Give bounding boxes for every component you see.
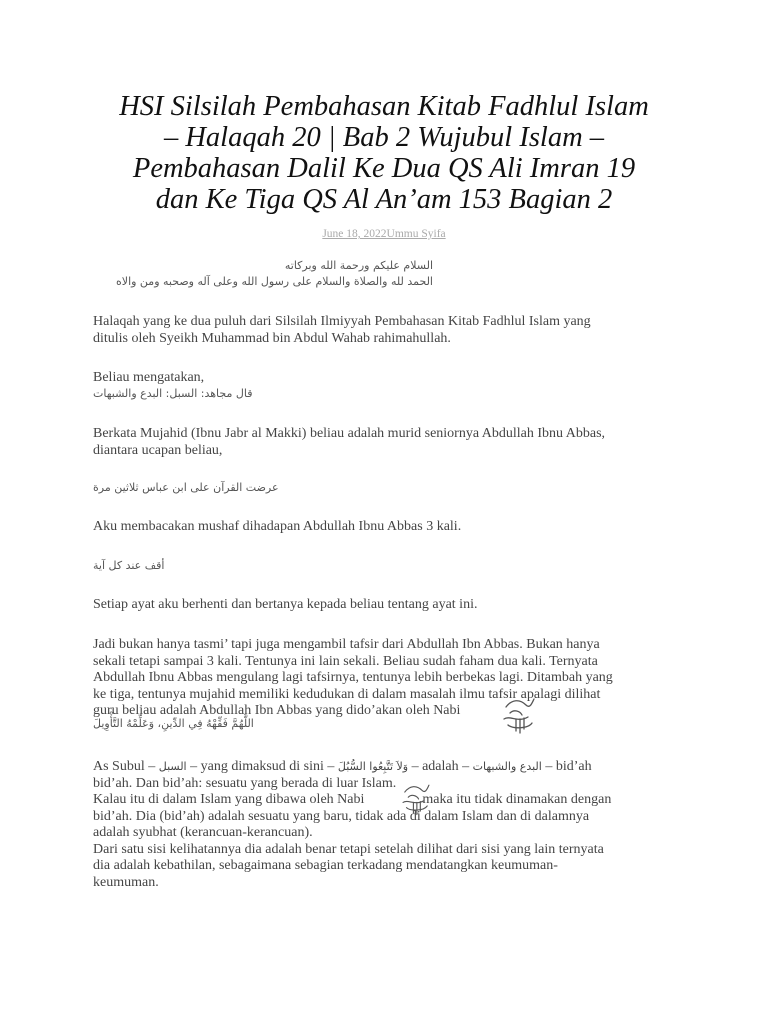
arabic-inline: السبل [158,760,187,773]
article-title [80,91,688,215]
text-line: Aku membacakan mushaf dihadapan Abdullah Ibnu Abbas 3 kali. [93,519,462,534]
arabic-inline: وَلاَ تَتَّبِعُوا السُّبُلَ [337,760,409,773]
text-line: Abdullah Ibnu Abbas mengulang lagi tafsirnya, tentunya lebih berbekas lagi. Ditambah yang [93,670,613,685]
paragraph-tafsir [93,637,673,720]
text-line: adalah syubhat (kerancuan-kerancuan). [93,825,313,840]
article-meta [0,228,768,240]
text-line: Jadi bukan hanya tasmi’ tapi juga mengambil tafsir dari Abdullah Ibn Abbas. Bukan hanya [93,637,600,652]
text-line: ke tiga, tentunya mujahid memiliki kedudukan di dalam masalah ilmu tafsir apalagi dilihat [93,686,601,702]
text-fragment: – yang dimaksud di sini – [190,759,335,774]
text-fragment: – adalah – [411,759,470,774]
text-line [93,792,673,809]
arabic-quote-aqifu: أقف عند كل آية [93,559,165,572]
title-line: Pembahasan Dalil Ke Dua QS Ali Imran 19 [132,153,636,184]
title-line: dan Ke Tiga QS Al An’am 153 Bagian 2 [155,184,613,215]
text-fragment: – bid’ah [545,759,592,774]
arabic-greeting [93,258,433,290]
salawat-calligraphy-icon [398,780,434,818]
title-line: HSI Silsilah Pembahasan Kitab Fadhlul Islam [119,91,649,122]
text-line [93,759,673,776]
text-line: sekali tetapi sampai 3 kali. Tentunya ini lain sekali. Beliau sudah faham dua kali. Ternyata [93,653,598,669]
hamdalah-text: الحمد لله والصلاة والسلام على رسول الله وعلى آله وصحبه ومن والاه [116,275,433,288]
text-line: dia adalah kebathilan, sebagaimana sebagian terkadang mendatangkan keumuman- [93,858,558,873]
text-line: Setiap ayat aku berhenti dan bertanya kepada beliau tentang ayat ini. [93,597,478,612]
paragraph-membacakan [93,519,673,536]
text-fragment: Kalau itu di dalam Islam yang dibawa oleh Nabi [93,792,365,807]
text-line: Berkata Mujahid (Ibnu Jabr al Makki) beliau adalah murid seniornya Abdullah Ibnu Abbas, [93,426,606,441]
paragraph-beliau [93,370,673,387]
salam-text: السلام عليكم ورحمة الله وبركاته [284,259,433,272]
post-date-link[interactable]: June 18, 2022 [322,228,387,240]
text-line: Beliau mengatakan, [93,370,205,385]
salawat-calligraphy-icon [500,693,538,737]
text-line: Dari satu sisi kelihatannya dia adalah benar tetapi setelah dilihat dari sisi yang lain ternyata [93,841,604,857]
paragraph-subul [93,759,673,891]
paragraph-intro [93,314,673,347]
author-link[interactable]: Ummu Syifa [386,228,446,240]
arabic-doa: اللَّهُمَّ فَقِّهْهُ فِي الدِّينِ، وَعَلِّمْهُ التَّأْوِيلَ [93,717,254,730]
text-line: guru beliau adalah Abdullah Ibn Abbas yang dido’akan oleh Nabi [93,703,461,718]
text-fragment: As Subul – [93,759,156,774]
paragraph-mujahid [93,426,673,459]
arabic-inline: البدع والشبهات [472,760,542,773]
text-line: diantara ucapan beliau, [93,442,223,458]
text-line: ditulis oleh Syeikh Muhammad bin Abdul Wahab rahimahullah. [93,330,451,346]
arabic-quote-ardhtu: عرضت القرآن على ابن عباس ثلاثين مرة [93,481,279,494]
title-line: – Halaqah 20 | Bab 2 Wujubul Islam – [163,122,605,153]
text-line: bid’ah. Dan bid’ah: sesuatu yang berada di luar Islam. [93,775,397,791]
paragraph-setiap-ayat [93,597,673,614]
arabic-quote-mujahid: قال مجاهد: السبل: البدع والشبهات [93,387,253,400]
text-line: Halaqah yang ke dua puluh dari Silsilah Ilmiyyah Pembahasan Kitab Fadhlul Islam yang [93,314,591,329]
text-line: keumuman. [93,874,159,890]
text-fragment: maka itu tidak dinamakan dengan [422,792,612,807]
text-line: bid’ah. Dia (bid’ah) adalah sesuatu yang baru, tidak ada di dalam Islam dan di dalamnya [93,808,590,824]
